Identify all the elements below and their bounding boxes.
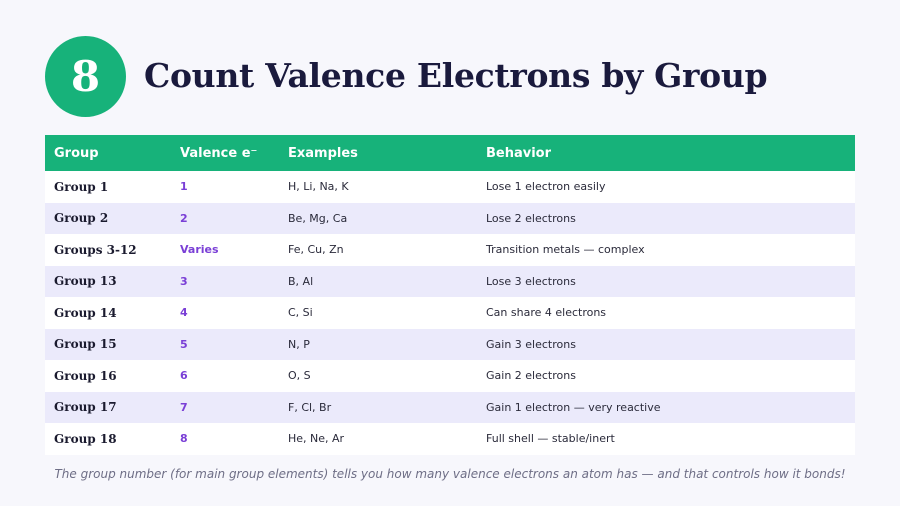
table-row: [45, 392, 855, 424]
slide-title: Count Valence Electrons by Group: [144, 56, 768, 95]
table-row: [45, 234, 855, 266]
behavior-cell: Gain 1 electron — very reactive: [477, 392, 855, 424]
valence-cell: 8: [171, 423, 279, 455]
examples-cell: F, Cl, Br: [279, 392, 477, 424]
table-row: [45, 266, 855, 298]
valence-table: [45, 135, 855, 455]
header-behavior: Behavior: [477, 135, 855, 171]
group-cell: Group 16: [45, 360, 171, 392]
group-cell: Group 2: [45, 203, 171, 235]
group-cell: Group 1: [45, 171, 171, 203]
valence-cell: 1: [171, 171, 279, 203]
examples-cell: Fe, Cu, Zn: [279, 234, 477, 266]
valence-cell: 5: [171, 329, 279, 361]
valence-cell: 3: [171, 266, 279, 298]
behavior-cell: Lose 1 electron easily: [477, 171, 855, 203]
valence-cell: 4: [171, 297, 279, 329]
valence-cell: 2: [171, 203, 279, 235]
group-cell: Group 13: [45, 266, 171, 298]
group-cell: Group 15: [45, 329, 171, 361]
footer-note: The group number (for main group elements) tells you how many valence electrons an atom has — and that controls how it bonds!: [54, 467, 846, 481]
group-cell: Group 18: [45, 423, 171, 455]
behavior-cell: Can share 4 electrons: [477, 297, 855, 329]
behavior-cell: Lose 2 electrons: [477, 203, 855, 235]
table-row: [45, 329, 855, 361]
examples-cell: O, S: [279, 360, 477, 392]
examples-cell: C, Si: [279, 297, 477, 329]
examples-cell: He, Ne, Ar: [279, 423, 477, 455]
header-group: Group: [45, 135, 171, 171]
header-valence: Valence e⁻: [171, 135, 279, 171]
table-row: [45, 297, 855, 329]
examples-cell: H, Li, Na, K: [279, 171, 477, 203]
valence-cell: 6: [171, 360, 279, 392]
table-row: [45, 203, 855, 235]
examples-cell: N, P: [279, 329, 477, 361]
behavior-cell: Gain 3 electrons: [477, 329, 855, 361]
valence-cell: 7: [171, 392, 279, 424]
header-examples: Examples: [279, 135, 477, 171]
examples-cell: Be, Mg, Ca: [279, 203, 477, 235]
slide-number-badge: 8: [45, 36, 126, 117]
valence-cell: Varies: [171, 234, 279, 266]
group-cell: Groups 3-12: [45, 234, 171, 266]
group-cell: Group 17: [45, 392, 171, 424]
table-row: [45, 171, 855, 203]
behavior-cell: Lose 3 electrons: [477, 266, 855, 298]
examples-cell: B, Al: [279, 266, 477, 298]
behavior-cell: Full shell — stable/inert: [477, 423, 855, 455]
group-cell: Group 14: [45, 297, 171, 329]
table-header-row: [45, 135, 855, 171]
behavior-cell: Gain 2 electrons: [477, 360, 855, 392]
behavior-cell: Transition metals — complex: [477, 234, 855, 266]
table-row: [45, 360, 855, 392]
table-row: [45, 423, 855, 455]
